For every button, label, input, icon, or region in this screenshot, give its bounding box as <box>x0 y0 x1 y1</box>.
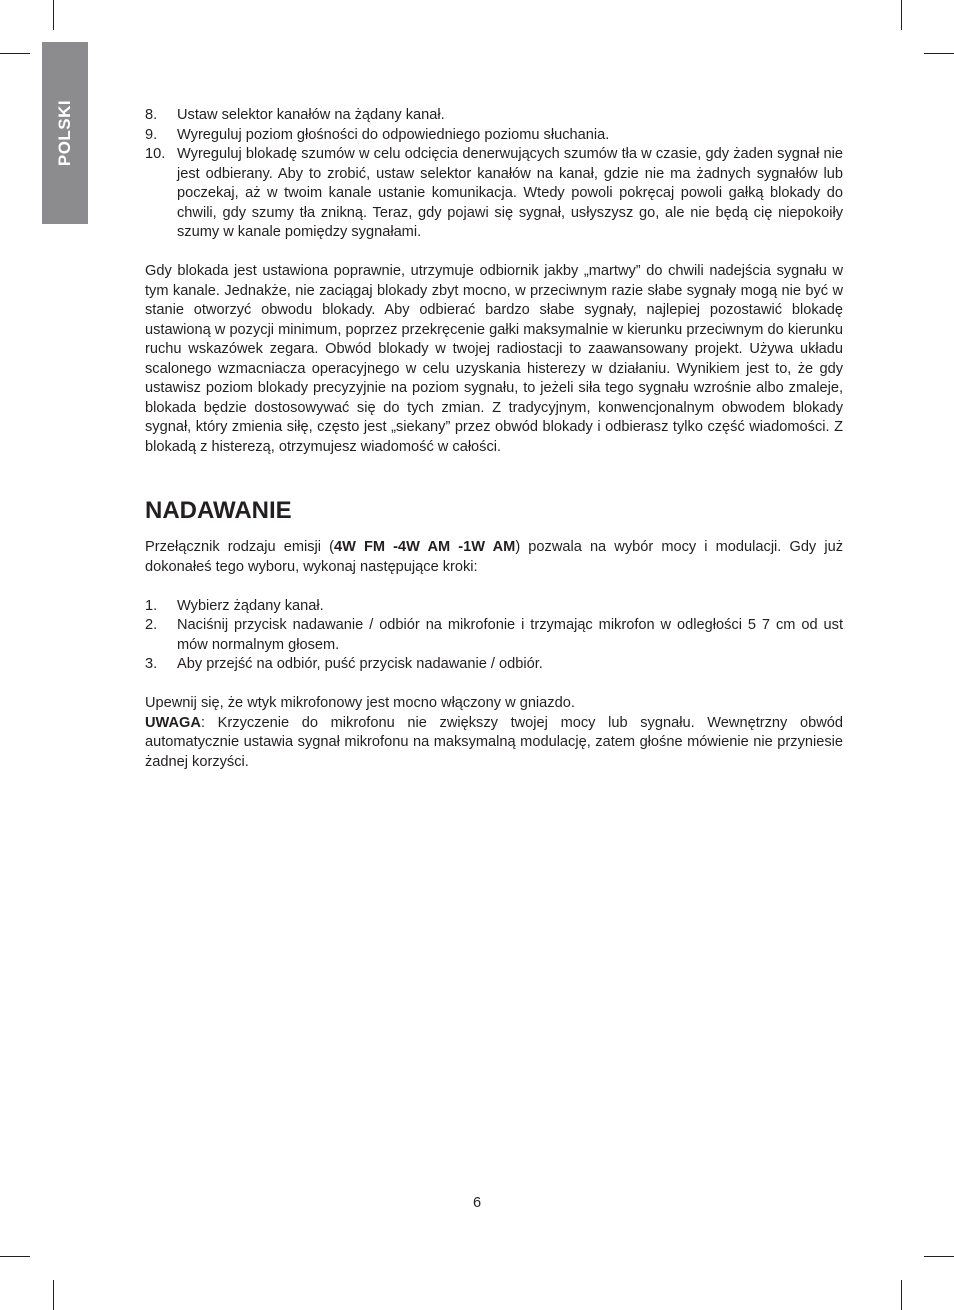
list-item <box>145 126 843 146</box>
crop-mark <box>901 1280 902 1310</box>
section-title: NADAWANIE <box>145 497 292 524</box>
list-item-text: Wybierz żądany kanał. <box>177 597 324 614</box>
warning-paragraph <box>145 714 843 773</box>
list-item <box>145 145 843 243</box>
crop-mark <box>53 0 54 30</box>
crop-mark <box>53 1280 54 1310</box>
crop-mark <box>901 0 902 30</box>
list-item-number: 8. <box>145 107 158 123</box>
squelch-paragraph: Gdy blokada jest ustawiona poprawnie, utrzymuje odbiornik jakby „martwy” do chwili nadejścia sygnału w tym kanale. Jednakże, nie zaciągaj blokady zbyt mocno, w przeciwnym razie słabe sygnały mogą nie być w stanie otworzyć obwodu blokady. Aby odbierać bardzo słabe sygnały, najlepiej pozostawić blokadę ustawioną w pozycji minimum, poprzez przekręcenie gałki maksymalnie w kierunku przeciwnym do kierunku ruchu wskazówek zegara. Obwód blokady w twojej radiostacji to zaawansowany projekt. Używa układu scalonego wzmacniacza operacyjnego w celu uzyskania histerezy w działaniu. Wynikiem jest to, że gdy ustawisz poziom blokady precyzyjnie na poziom sygnału, to jeżeli siła tego sygnału wzrośnie albo zmaleje, blokada będzie dostosowywać się do tych zmian. Z tradycyjnym, konwencjonalnym obwodem blokady sygnał, który zmienia siłę, często jest „siekany” przez obwód blokady i odbierasz tylko część wiadomości. Z blokadą z histerezą, otrzymujesz wiadomość w całości. <box>145 263 843 455</box>
list-item-text: Ustaw selektor kanałów na żądany kanał. <box>177 107 445 123</box>
language-tab-label: POLSKI <box>55 99 74 167</box>
steps-list-top <box>145 106 843 243</box>
steps-list-transmit <box>145 597 843 675</box>
list-item-number: 2. <box>145 617 158 633</box>
crop-mark <box>924 53 954 54</box>
list-item-text: Wyreguluj poziom głośności do odpowiedniego poziomu słuchania. <box>177 126 610 143</box>
section-intro <box>145 538 843 577</box>
list-item <box>145 655 843 675</box>
crop-mark <box>924 1256 954 1257</box>
list-item <box>145 597 843 617</box>
intro-text: Przełącznik rodzaju emisji ( <box>145 539 334 555</box>
language-tab <box>42 42 88 224</box>
emission-mode-values: 4W FM -4W AM -1W AM <box>333 539 516 555</box>
warning-label: UWAGA <box>145 714 201 731</box>
list-item-number: 9. <box>145 126 158 143</box>
warning-text: : Krzyczenie do mikrofonu nie zwiększy twojej mocy lub sygnału. Wewnętrzny obwód automatycznie ustawia sygnał mikrofonu na maksymalną modulację, zatem głośne mówienie nie przyniesie żadnej korzyści. <box>145 714 843 770</box>
list-item-text: Naciśnij przycisk nadawanie / odbiór na mikrofonie i trzymając mikrofon w odległości 5 7 cm od ust mów normalnym głosem. <box>177 617 843 653</box>
crop-mark <box>0 53 30 54</box>
page-content <box>145 106 843 772</box>
list-item <box>145 616 843 655</box>
list-item-text: Wyreguluj blokadę szumów w celu odcięcia denerwujących szumów tła w czasie, gdy żaden sygnał nie jest odbierany. Aby to zrobić, ustaw selektor kanałów na kanał, gdzie nie ma żadnych sygnałów lub poczekaj, aż w twoim kanale ustanie komunikacja. Wtedy powoli pokręcaj powoli gałką blokady do chwili, gdy szumy tła znikną. Teraz, gdy pojawi się sygnał, usłyszysz go, ale nie będą cię niepokoiły szumy w kanale pomiędzy sygnałami. <box>177 146 843 240</box>
plug-note: Upewnij się, że wtyk mikrofonowy jest mocno włączony w gniazdo. <box>145 695 575 711</box>
list-item <box>145 106 843 126</box>
list-item-text: Aby przejść na odbiór, puść przycisk nadawanie / odbiór. <box>177 656 543 672</box>
page-number: 6 <box>472 1195 482 1211</box>
list-item-number: 10. <box>145 146 166 162</box>
list-item-number: 3. <box>145 656 158 672</box>
intro-text: ) pozwala na wybór mocy i modulacji. Gdy już dokonałeś tego wyboru, wykonaj następujące kroki: <box>145 539 843 575</box>
list-item-number: 1. <box>145 597 158 614</box>
crop-mark <box>0 1256 30 1257</box>
